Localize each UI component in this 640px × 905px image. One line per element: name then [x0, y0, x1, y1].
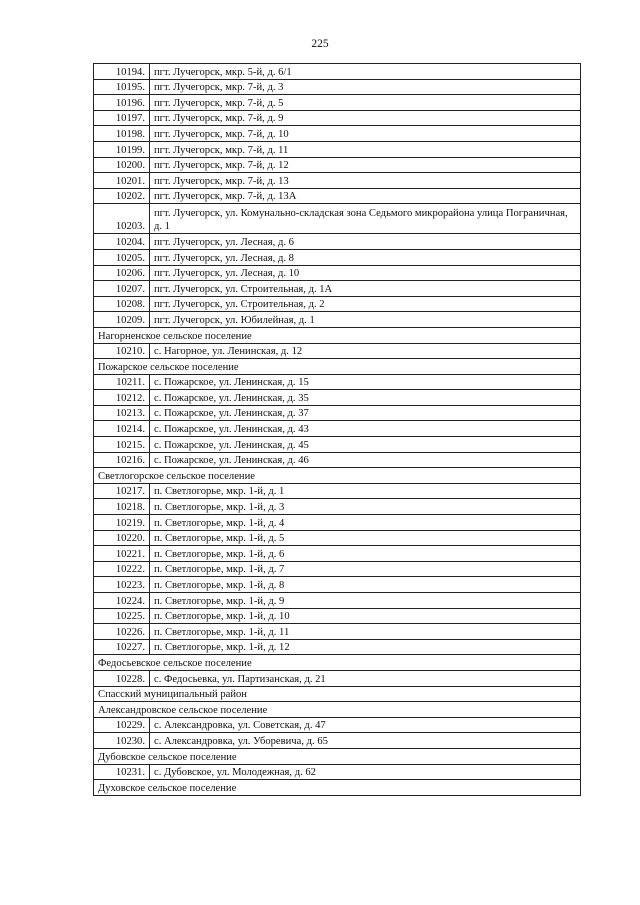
- row-address: с. Дубовское, ул. Молодежная, д. 62: [150, 764, 581, 780]
- row-number: 10231.: [94, 764, 150, 780]
- section-title: Александровское сельское поселение: [94, 702, 581, 718]
- row-number: 10210.: [94, 343, 150, 359]
- table-row: [94, 95, 581, 111]
- section-row: [94, 655, 581, 671]
- row-address: пгт. Лучегорск, ул. Лесная, д. 6: [150, 234, 581, 250]
- table-row: [94, 281, 581, 297]
- table-row: [94, 173, 581, 189]
- table-row: [94, 624, 581, 640]
- table-row: [94, 312, 581, 328]
- table-row: [94, 234, 581, 250]
- table-row: [94, 483, 581, 499]
- section-row: [94, 748, 581, 764]
- row-number: 10205.: [94, 249, 150, 265]
- row-address: с. Пожарское, ул. Ленинская, д. 45: [150, 437, 581, 453]
- row-address: п. Светлогорье, мкр. 1-й, д. 1: [150, 483, 581, 499]
- table-row: [94, 639, 581, 655]
- row-number: 10217.: [94, 483, 150, 499]
- row-address: п. Светлогорье, мкр. 1-й, д. 10: [150, 608, 581, 624]
- section-row: [94, 780, 581, 796]
- row-address: п. Светлогорье, мкр. 1-й, д. 4: [150, 515, 581, 531]
- row-address: пгт. Лучегорск, ул. Юбилейная, д. 1: [150, 312, 581, 328]
- table-row: [94, 110, 581, 126]
- table-row: [94, 561, 581, 577]
- row-number: 10200.: [94, 157, 150, 173]
- row-address: с. Пожарское, ул. Ленинская, д. 46: [150, 452, 581, 468]
- row-address: с. Пожарское, ул. Ленинская, д. 35: [150, 390, 581, 406]
- row-address: пгт. Лучегорск, ул. Строительная, д. 1А: [150, 281, 581, 297]
- table-row: [94, 437, 581, 453]
- section-title: Нагорненское сельское поселение: [94, 327, 581, 343]
- row-number: 10216.: [94, 452, 150, 468]
- row-number: 10194.: [94, 64, 150, 80]
- page-number: 225: [311, 38, 329, 50]
- table-row: [94, 670, 581, 686]
- row-address: пгт. Лучегорск, мкр. 7-й, д. 5: [150, 95, 581, 111]
- table-row: [94, 546, 581, 562]
- table-row: [94, 764, 581, 780]
- section-title: Спасский муниципальный район: [94, 686, 581, 702]
- table-row: [94, 733, 581, 749]
- row-address: пгт. Лучегорск, мкр. 7-й, д. 11: [150, 141, 581, 157]
- row-address: пгт. Лучегорск, ул. Лесная, д. 8: [150, 249, 581, 265]
- row-address: пгт. Лучегорск, ул. Лесная, д. 10: [150, 265, 581, 281]
- row-address: пгт. Лучегорск, мкр. 5-й, д. 6/1: [150, 64, 581, 80]
- row-address: с. Александровка, ул. Уборевича, д. 65: [150, 733, 581, 749]
- row-number: 10219.: [94, 515, 150, 531]
- row-address: с. Федосьевка, ул. Партизанская, д. 21: [150, 670, 581, 686]
- table-row: [94, 452, 581, 468]
- table-row: [94, 515, 581, 531]
- section-row: [94, 686, 581, 702]
- row-number: 10221.: [94, 546, 150, 562]
- section-row: [94, 702, 581, 718]
- row-number: 10218.: [94, 499, 150, 515]
- row-number: 10229.: [94, 717, 150, 733]
- row-number: 10196.: [94, 95, 150, 111]
- row-address: с. Пожарское, ул. Ленинская, д. 43: [150, 421, 581, 437]
- table-row: [94, 405, 581, 421]
- table-row: [94, 577, 581, 593]
- row-address: п. Светлогорье, мкр. 1-й, д. 5: [150, 530, 581, 546]
- table-row: [94, 126, 581, 142]
- table-row: [94, 390, 581, 406]
- section-title: Дубовское сельское поселение: [94, 748, 581, 764]
- table-row: [94, 265, 581, 281]
- row-number: 10207.: [94, 281, 150, 297]
- row-number: 10203.: [94, 204, 150, 234]
- row-number: 10226.: [94, 624, 150, 640]
- row-address: с. Пожарское, ул. Ленинская, д. 15: [150, 374, 581, 390]
- row-number: 10208.: [94, 296, 150, 312]
- row-number: 10197.: [94, 110, 150, 126]
- section-row: [94, 327, 581, 343]
- row-number: 10224.: [94, 593, 150, 609]
- section-title: Духовское сельское поселение: [94, 780, 581, 796]
- table-row: [94, 64, 581, 80]
- table-row: [94, 204, 581, 234]
- row-number: 10202.: [94, 188, 150, 204]
- table-row: [94, 608, 581, 624]
- row-number: 10212.: [94, 390, 150, 406]
- section-title: Светлогорское сельское поселение: [94, 468, 581, 484]
- row-number: 10211.: [94, 374, 150, 390]
- section-title: Федосьевское сельское поселение: [94, 655, 581, 671]
- table-row: [94, 188, 581, 204]
- row-address: пгт. Лучегорск, ул. Комунально-складская зона Седьмого микрорайона улица Пограничная, д. 1: [150, 204, 581, 234]
- row-number: 10220.: [94, 530, 150, 546]
- row-number: 10209.: [94, 312, 150, 328]
- row-address: с. Александровка, ул. Советская, д. 47: [150, 717, 581, 733]
- row-number: 10199.: [94, 141, 150, 157]
- row-address: пгт. Лучегорск, мкр. 7-й, д. 3: [150, 79, 581, 95]
- table-row: [94, 79, 581, 95]
- row-address: пгт. Лучегорск, ул. Строительная, д. 2: [150, 296, 581, 312]
- row-number: 10195.: [94, 79, 150, 95]
- row-address: п. Светлогорье, мкр. 1-й, д. 8: [150, 577, 581, 593]
- row-address: п. Светлогорье, мкр. 1-й, д. 9: [150, 593, 581, 609]
- table-row: [94, 141, 581, 157]
- row-number: 10214.: [94, 421, 150, 437]
- address-table: [93, 63, 581, 796]
- row-number: 10227.: [94, 639, 150, 655]
- row-address: пгт. Лучегорск, мкр. 7-й, д. 13: [150, 173, 581, 189]
- section-title: Пожарское сельское поселение: [94, 359, 581, 375]
- table-row: [94, 157, 581, 173]
- row-address: пгт. Лучегорск, мкр. 7-й, д. 10: [150, 126, 581, 142]
- row-address: с. Нагорное, ул. Ленинская, д. 12: [150, 343, 581, 359]
- row-address: п. Светлогорье, мкр. 1-й, д. 12: [150, 639, 581, 655]
- row-number: 10201.: [94, 173, 150, 189]
- row-number: 10222.: [94, 561, 150, 577]
- row-address: п. Светлогорье, мкр. 1-й, д. 6: [150, 546, 581, 562]
- row-number: 10223.: [94, 577, 150, 593]
- table-row: [94, 717, 581, 733]
- table-row: [94, 593, 581, 609]
- section-row: [94, 359, 581, 375]
- row-address: п. Светлогорье, мкр. 1-й, д. 3: [150, 499, 581, 515]
- table-row: [94, 374, 581, 390]
- address-table-body: [94, 64, 581, 796]
- table-row: [94, 296, 581, 312]
- row-number: 10206.: [94, 265, 150, 281]
- row-number: 10228.: [94, 670, 150, 686]
- table-row: [94, 499, 581, 515]
- row-address: с. Пожарское, ул. Ленинская, д. 37: [150, 405, 581, 421]
- row-number: 10198.: [94, 126, 150, 142]
- row-address: п. Светлогорье, мкр. 1-й, д. 7: [150, 561, 581, 577]
- table-row: [94, 421, 581, 437]
- table-row: [94, 530, 581, 546]
- row-address: п. Светлогорье, мкр. 1-й, д. 11: [150, 624, 581, 640]
- row-number: 10215.: [94, 437, 150, 453]
- row-number: 10225.: [94, 608, 150, 624]
- section-row: [94, 468, 581, 484]
- row-address: пгт. Лучегорск, мкр. 7-й, д. 12: [150, 157, 581, 173]
- row-number: 10230.: [94, 733, 150, 749]
- row-number: 10213.: [94, 405, 150, 421]
- table-row: [94, 343, 581, 359]
- row-number: 10204.: [94, 234, 150, 250]
- row-address: пгт. Лучегорск, мкр. 7-й, д. 9: [150, 110, 581, 126]
- row-address: пгт. Лучегорск, мкр. 7-й, д. 13А: [150, 188, 581, 204]
- table-row: [94, 249, 581, 265]
